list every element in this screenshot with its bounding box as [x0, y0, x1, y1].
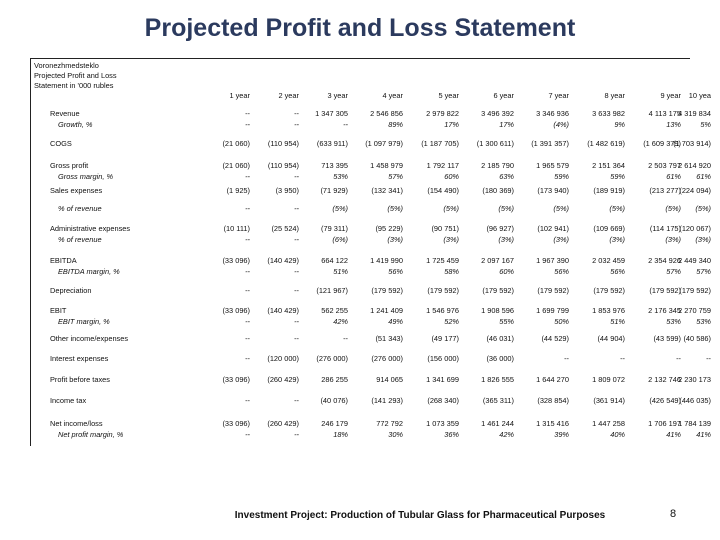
year-header: 2 year	[278, 91, 299, 100]
row-label: EBIT	[50, 306, 67, 315]
table-cell: --	[294, 430, 299, 439]
table-cell: 41%	[666, 430, 681, 439]
table-cell: (21 060)	[222, 161, 250, 170]
table-cell: (1 391 357)	[531, 139, 569, 148]
table-cell: (120 000)	[267, 354, 299, 363]
table-cell: --	[245, 396, 250, 405]
table-cell: --	[245, 317, 250, 326]
year-header: 5 year	[438, 91, 459, 100]
table-cell: 2 151 364	[592, 161, 625, 170]
table-cell: (44 529)	[541, 334, 569, 343]
table-cell: 2 546 856	[370, 109, 403, 118]
table-cell: 1 458 979	[370, 161, 403, 170]
table-cell: 57%	[388, 172, 403, 181]
year-header: 10 yea	[688, 91, 711, 100]
table-cell: (110 954)	[267, 139, 299, 148]
table-cell: 49%	[388, 317, 403, 326]
table-cell: 246 179	[321, 419, 348, 428]
table-cell: 562 255	[321, 306, 348, 315]
table-cell: (5%)	[443, 204, 459, 213]
table-cell: 56%	[554, 267, 569, 276]
table-cell: (102 941)	[537, 224, 569, 233]
table-cell: 2 449 340	[678, 256, 711, 265]
table-cell: --	[294, 286, 299, 295]
table-cell: (110 954)	[267, 161, 299, 170]
table-cell: --	[294, 334, 299, 343]
table-cell: (33 096)	[222, 256, 250, 265]
row-label: Income tax	[50, 396, 87, 405]
table-cell: (633 911)	[316, 139, 348, 148]
table-cell: (96 927)	[486, 224, 514, 233]
table-cell: (140 429)	[267, 256, 299, 265]
table-cell: (156 000)	[427, 354, 459, 363]
page-number: 8	[670, 508, 677, 520]
table-cell: 52%	[444, 317, 459, 326]
table-cell: 3 346 936	[536, 109, 569, 118]
table-cell: 1 644 270	[536, 375, 569, 384]
table-cell: 2 270 759	[678, 306, 711, 315]
table-cell: 2 176 345	[648, 306, 681, 315]
table-cell: (276 000)	[371, 354, 403, 363]
table-cell: 53%	[666, 317, 681, 326]
footer-text: Investment Project: Production of Tubular Glass for Pharmaceutical Purposes	[234, 510, 606, 521]
table-cell: 63%	[499, 172, 514, 181]
table-cell: (179 592)	[537, 286, 569, 295]
table-cell: (179 592)	[482, 286, 514, 295]
table-cell: --	[245, 267, 250, 276]
table-cell: (1 925)	[226, 186, 250, 195]
table-cell: 2 230 173	[678, 375, 711, 384]
table-cell: (1 187 705)	[421, 139, 459, 148]
table-cell: 1 241 409	[370, 306, 403, 315]
row-label: Interest expenses	[50, 354, 109, 363]
table-cell: (179 592)	[427, 286, 459, 295]
table-cell: (95 229)	[375, 224, 403, 233]
table-cell: 59%	[554, 172, 569, 181]
table-cell: 3 496 392	[481, 109, 514, 118]
table-cell: 1 419 990	[370, 256, 403, 265]
table-cell: 1 967 390	[536, 256, 569, 265]
table-cell: (179 592)	[679, 286, 711, 295]
year-header: 3 year	[327, 91, 348, 100]
table-cell: 13%	[666, 120, 681, 129]
table-cell: (426 549)	[649, 396, 681, 405]
year-header: 1 year	[229, 91, 250, 100]
table-cell: 57%	[696, 267, 711, 276]
table-cell: (446 035)	[679, 396, 711, 405]
table-cell: 2 032 459	[592, 256, 625, 265]
table-cell: --	[706, 354, 711, 363]
table-cell: --	[245, 109, 250, 118]
table-cell: 1 853 976	[592, 306, 625, 315]
table-cell: (5%)	[695, 204, 711, 213]
table-cell: 1 315 416	[536, 419, 569, 428]
table-cell: (224 094)	[679, 186, 711, 195]
table-cell: 61%	[666, 172, 681, 181]
table-cell: 772 792	[376, 419, 403, 428]
table-cell: 18%	[333, 430, 348, 439]
table-cell: 1 447 258	[592, 419, 625, 428]
table-cell: --	[245, 286, 250, 295]
table-cell: (109 669)	[593, 224, 625, 233]
table-cell: (260 429)	[267, 419, 299, 428]
row-label: Sales expenses	[50, 186, 103, 195]
table-cell: --	[294, 235, 299, 244]
table-cell: 4 319 834	[678, 109, 711, 118]
table-header-caption	[34, 61, 117, 91]
table-cell: 56%	[610, 267, 625, 276]
table-cell: 1 546 976	[426, 306, 459, 315]
table-cell: (5%)	[553, 204, 569, 213]
table-cell: 1 461 244	[481, 419, 514, 428]
table-cell: (114 175)	[649, 224, 681, 233]
table-cell: (3%)	[665, 235, 681, 244]
table-cell: (4%)	[553, 120, 569, 129]
table-cell: 914 065	[376, 375, 403, 384]
table-cell: (120 067)	[679, 224, 711, 233]
row-label: EBITDA	[50, 256, 77, 265]
table-cell: 2 503 797	[648, 161, 681, 170]
table-cell: (173 940)	[537, 186, 569, 195]
table-cell: 40%	[610, 430, 625, 439]
table-cell: 1 341 699	[426, 375, 459, 384]
year-header: 7 year	[548, 91, 569, 100]
table-cell: --	[620, 354, 625, 363]
table-cell: 53%	[333, 172, 348, 181]
table-left-border	[30, 58, 31, 446]
table-cell: (5%)	[332, 204, 348, 213]
table-cell: --	[245, 120, 250, 129]
table-cell: 17%	[499, 120, 514, 129]
table-cell: (51 343)	[375, 334, 403, 343]
table-cell: --	[294, 172, 299, 181]
table-cell: (6%)	[332, 235, 348, 244]
table-cell: (189 919)	[593, 186, 625, 195]
year-header: 9 year	[660, 91, 681, 100]
table-cell: --	[676, 354, 681, 363]
table-cell: 30%	[388, 430, 403, 439]
table-cell: (44 904)	[597, 334, 625, 343]
row-label: Other income/expenses	[50, 334, 129, 343]
table-cell: (5%)	[609, 204, 625, 213]
table-cell: 1 809 072	[592, 375, 625, 384]
table-cell: 36%	[444, 430, 459, 439]
table-cell: (260 429)	[267, 375, 299, 384]
table-cell: 51%	[610, 317, 625, 326]
table-cell: 59%	[610, 172, 625, 181]
table-cell: (3 950)	[275, 186, 299, 195]
table-cell: 3 633 982	[592, 109, 625, 118]
table-cell: 50%	[554, 317, 569, 326]
table-cell: (33 096)	[222, 306, 250, 315]
table-cell: (21 060)	[222, 139, 250, 148]
table-cell: (40 586)	[683, 334, 711, 343]
table-cell: (141 293)	[371, 396, 403, 405]
table-cell: 56%	[388, 267, 403, 276]
table-cell: --	[245, 235, 250, 244]
table-cell: (33 096)	[222, 375, 250, 384]
table-cell: 1 908 596	[481, 306, 514, 315]
table-cell: 89%	[388, 120, 403, 129]
table-cell: 61%	[696, 172, 711, 181]
table-cell: (3%)	[553, 235, 569, 244]
table-cell: --	[294, 396, 299, 405]
row-label: Net income/loss	[50, 419, 103, 428]
table-cell: --	[294, 267, 299, 276]
table-cell: (179 592)	[593, 286, 625, 295]
table-cell: 60%	[499, 267, 514, 276]
row-label: Gross margin, %	[58, 172, 114, 181]
table-cell: 2 097 167	[481, 256, 514, 265]
table-cell: 664 122	[321, 256, 348, 265]
table-cell: (361 914)	[593, 396, 625, 405]
row-label: EBITDA margin, %	[58, 267, 120, 276]
table-cell: 1 826 555	[481, 375, 514, 384]
table-cell: (1 703 914)	[673, 139, 711, 148]
table-cell: 57%	[666, 267, 681, 276]
table-cell: 1 965 579	[536, 161, 569, 170]
table-cell: 42%	[333, 317, 348, 326]
table-cell: (25 524)	[271, 224, 299, 233]
row-label: % of revenue	[58, 204, 102, 213]
table-cell: --	[245, 334, 250, 343]
table-cell: --	[245, 204, 250, 213]
table-cell: (180 369)	[482, 186, 514, 195]
table-cell: (3%)	[498, 235, 514, 244]
table-cell: (213 277)	[649, 186, 681, 195]
table-cell: (132 341)	[371, 186, 403, 195]
table-cell: (179 592)	[649, 286, 681, 295]
table-cell: --	[294, 120, 299, 129]
table-cell: --	[245, 354, 250, 363]
table-cell: (365 311)	[482, 396, 514, 405]
row-label: Profit before taxes	[50, 375, 110, 384]
table-cell: --	[245, 172, 250, 181]
table-cell: 1 792 117	[426, 161, 459, 170]
table-cell: 9%	[614, 120, 625, 129]
table-cell: (3%)	[387, 235, 403, 244]
table-cell: 1 725 459	[426, 256, 459, 265]
table-cell: 53%	[696, 317, 711, 326]
table-cell: (33 096)	[222, 419, 250, 428]
table-cell: 1 073 359	[426, 419, 459, 428]
table-cell: (36 000)	[486, 354, 514, 363]
year-header: 6 year	[493, 91, 514, 100]
table-cell: (268 340)	[427, 396, 459, 405]
table-cell: (328 854)	[537, 396, 569, 405]
table-cell: 5%	[700, 120, 711, 129]
row-label: % of revenue	[58, 235, 102, 244]
table-cell: (121 967)	[316, 286, 348, 295]
table-cell: (79 311)	[321, 224, 348, 233]
company-name: Voronezhmedsteklo	[34, 61, 99, 70]
table-cell: (154 490)	[427, 186, 459, 195]
table-cell: 1 784 139	[678, 419, 711, 428]
table-cell: (71 929)	[320, 186, 348, 195]
table-cell: (49 177)	[431, 334, 459, 343]
table-cell: 41%	[696, 430, 711, 439]
table-cell: 4 113 175	[648, 109, 681, 118]
table-cell: (1 482 619)	[587, 139, 625, 148]
year-header: 8 year	[604, 91, 625, 100]
table-cell: (179 592)	[371, 286, 403, 295]
table-cell: (43 599)	[653, 334, 681, 343]
table-cell: (140 429)	[267, 306, 299, 315]
row-label: EBIT margin, %	[58, 317, 110, 326]
row-label: Administrative expenses	[50, 224, 131, 233]
table-cell: 39%	[554, 430, 569, 439]
units-note: Statement in '000 rubles	[34, 81, 114, 90]
table-cell: 55%	[499, 317, 514, 326]
row-label: COGS	[50, 139, 72, 148]
table-cell: 58%	[444, 267, 459, 276]
row-label: Net profit margin, %	[58, 430, 124, 439]
table-cell: (90 751)	[431, 224, 459, 233]
row-label: Gross profit	[50, 161, 89, 170]
table-cell: 60%	[444, 172, 459, 181]
table-cell: --	[564, 354, 569, 363]
table-cell: --	[294, 204, 299, 213]
table-cell: (10 111)	[223, 224, 250, 233]
table-cell: 2 614 920	[678, 161, 711, 170]
table-cell: (1 609 379)	[643, 139, 681, 148]
table-cell: 1 347 305	[315, 109, 348, 118]
table-cell: (1 097 979)	[365, 139, 403, 148]
table-cell: (276 000)	[316, 354, 348, 363]
row-label: Revenue	[50, 109, 80, 118]
year-header: 4 year	[382, 91, 403, 100]
table-cell: 2 132 746	[648, 375, 681, 384]
table-cell: (3%)	[609, 235, 625, 244]
table-cell: --	[343, 120, 348, 129]
table-cell: 17%	[444, 120, 459, 129]
table-cell: (40 076)	[320, 396, 348, 405]
table-cell: 713 395	[321, 161, 348, 170]
table-cell: --	[294, 317, 299, 326]
table-cell: (46 031)	[486, 334, 514, 343]
table-cell: 2 979 822	[426, 109, 459, 118]
table-cell: 2 354 926	[648, 256, 681, 265]
table-cell: (1 300 611)	[476, 139, 514, 148]
table-cell: 42%	[499, 430, 514, 439]
table-cell: 286 255	[321, 375, 348, 384]
table-cell: --	[343, 334, 348, 343]
page-title: Projected Profit and Loss Statement	[144, 14, 576, 42]
table-cell: 1 706 197	[648, 419, 681, 428]
table-cell: (3%)	[443, 235, 459, 244]
table-cell: (5%)	[665, 204, 681, 213]
table-cell: (5%)	[387, 204, 403, 213]
row-label: Growth, %	[58, 120, 93, 129]
table-cell: (5%)	[498, 204, 514, 213]
table-cell: 2 185 790	[481, 161, 514, 170]
table-cell: 1 699 799	[536, 306, 569, 315]
table-cell: --	[294, 109, 299, 118]
table-cell: 51%	[333, 267, 348, 276]
table-cell: --	[245, 430, 250, 439]
row-label: Depreciation	[50, 286, 92, 295]
statement-name: Projected Profit and Loss	[34, 71, 117, 80]
table-top-border	[30, 58, 690, 59]
table-cell: (3%)	[695, 235, 711, 244]
